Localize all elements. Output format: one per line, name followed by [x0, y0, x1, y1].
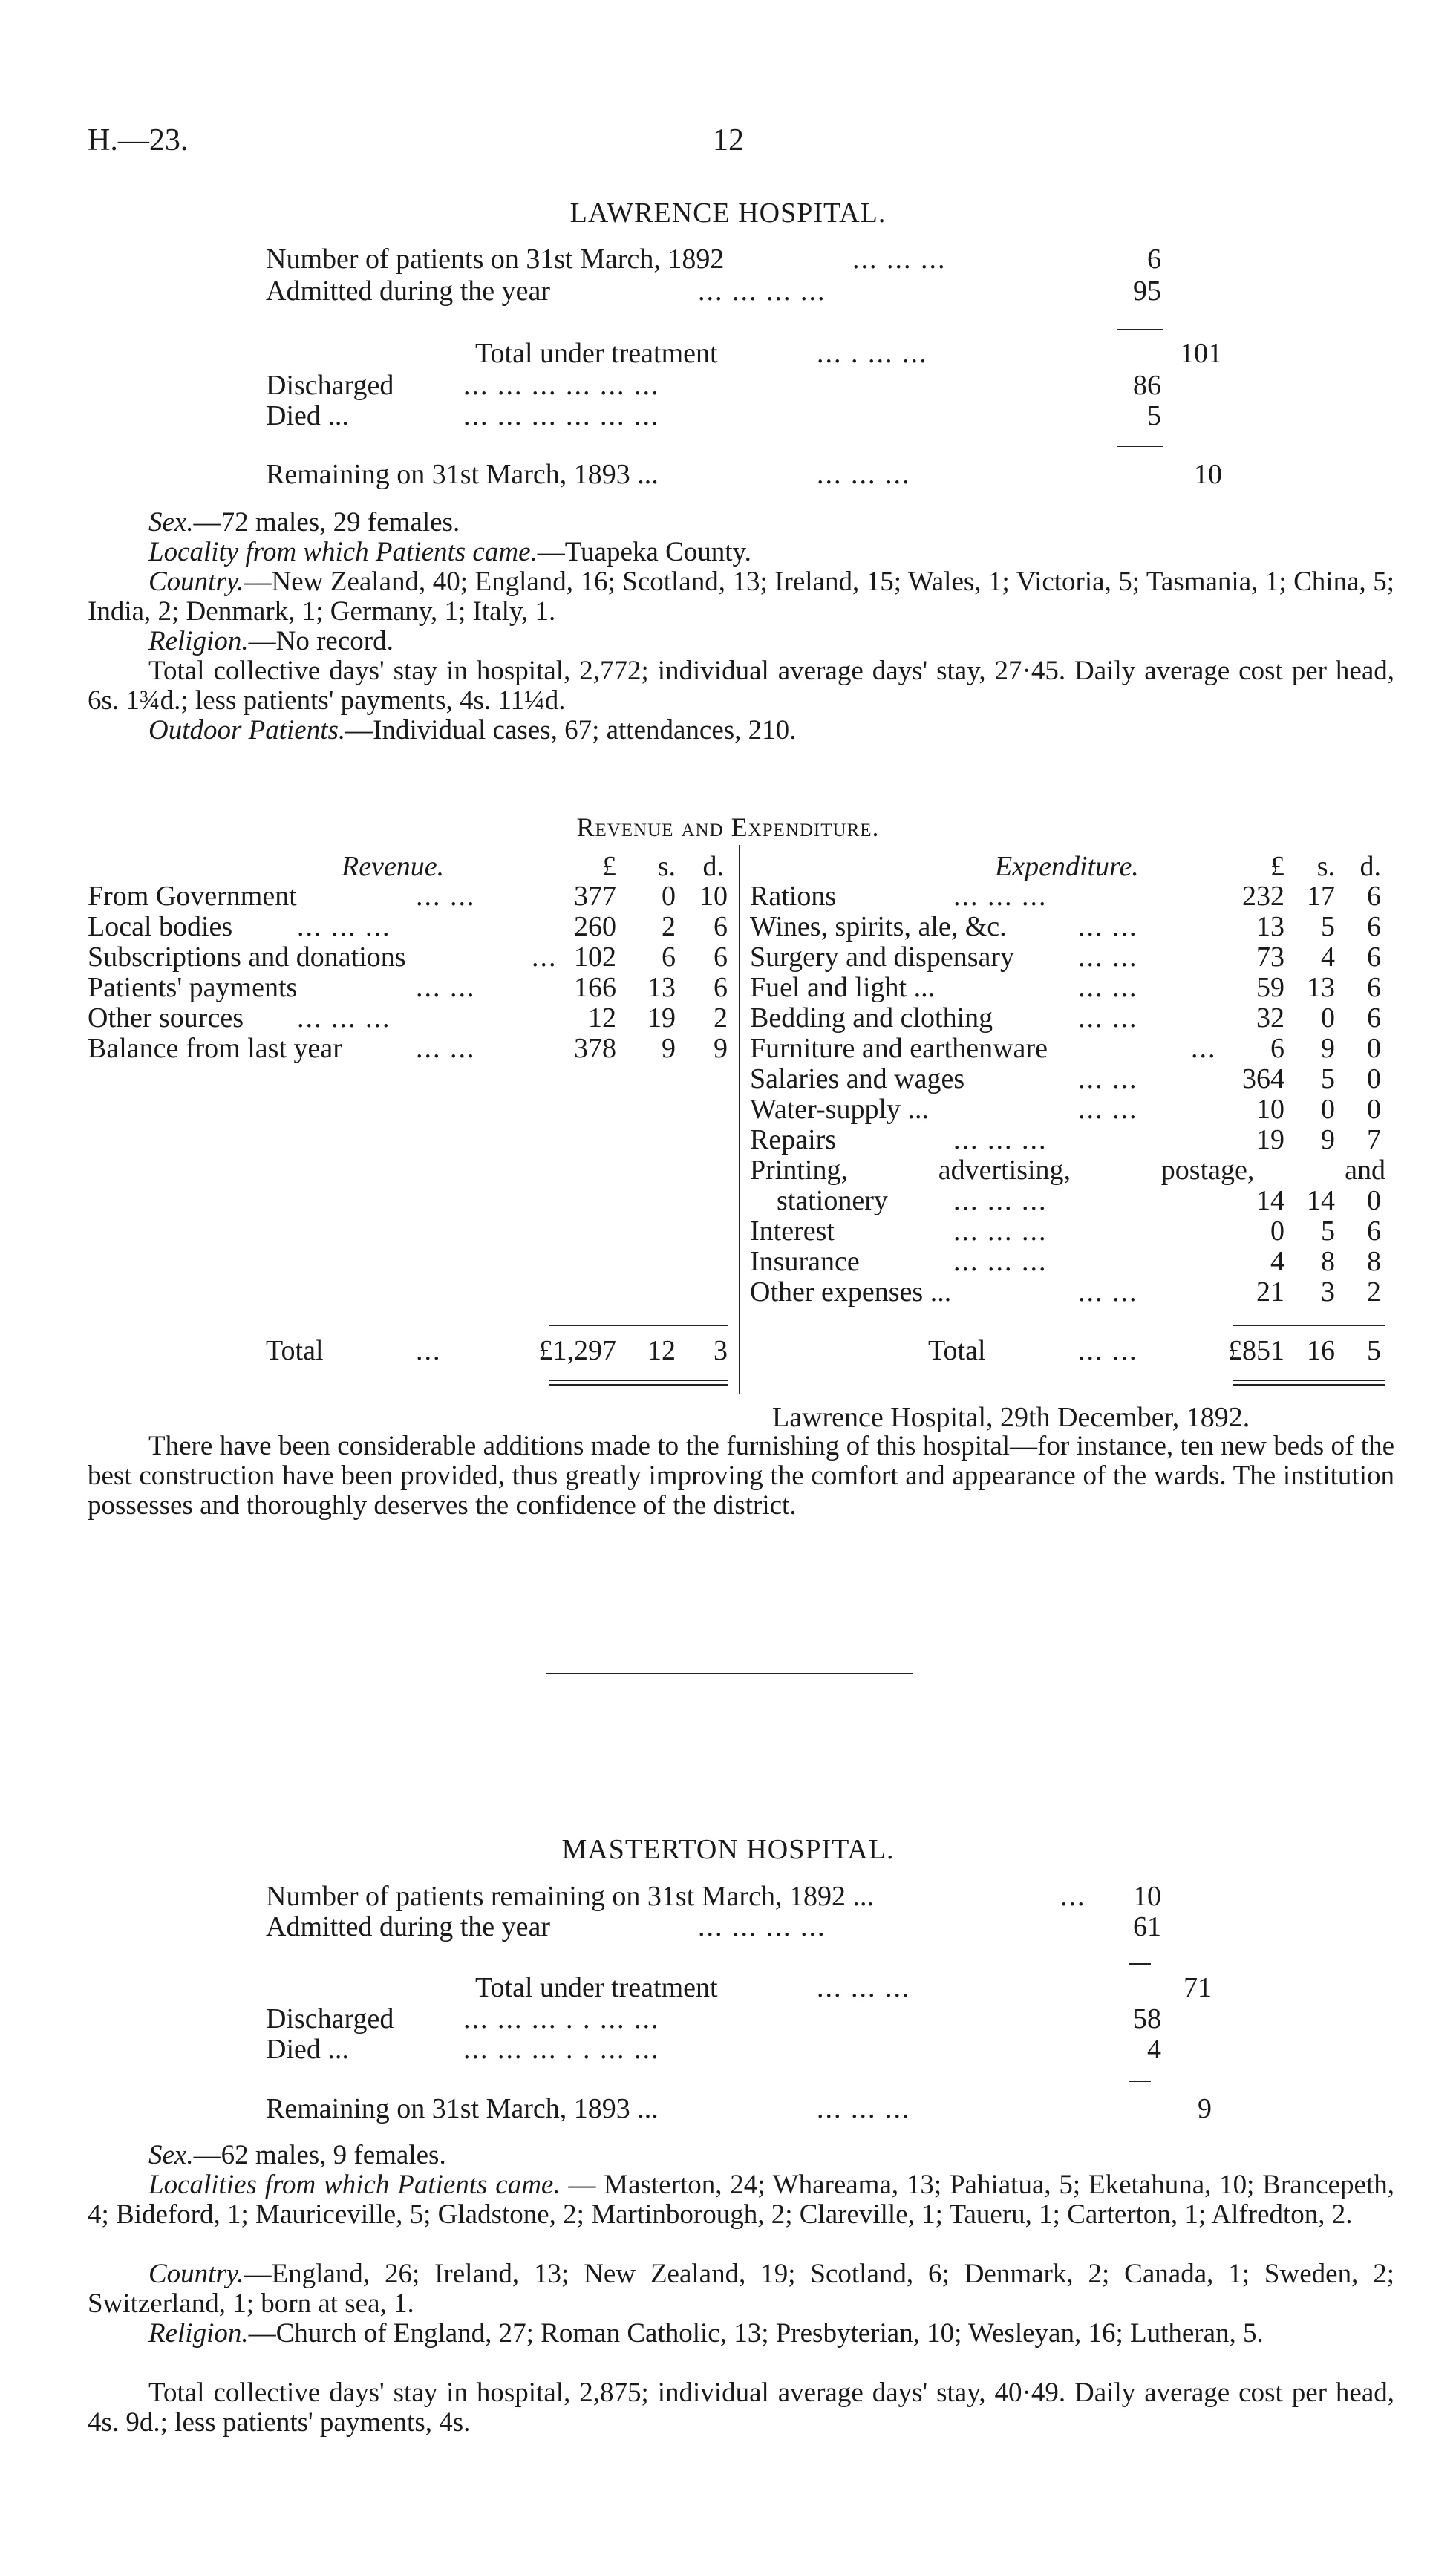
leader-dots: ... ... ...: [953, 1215, 1048, 1247]
expenditure-item: Salaries and wages: [750, 1063, 965, 1094]
locality-text: — Masterton, 24; Whareama, 13; Pahiatua, 5; Eketahuna, 10; Brancepeth, 4; Bideford, 1; Mauriceville, 5; Gladstone, 2; Martinborough, 2; Clareville, 1; Taueru, 1; Carterton, 1; Alfredton, 2.: [88, 2170, 1394, 2230]
expenditure-shillings: 5: [1321, 1215, 1335, 1247]
masterton-died-label: Died ...: [266, 2034, 349, 2065]
leader-dots: ... ... ... . . ... ...: [463, 2003, 660, 2034]
col-pounds: £: [1270, 851, 1284, 882]
leader-dots: ... ...: [416, 972, 476, 1003]
outdoor-label: Outdoor Patients.: [148, 715, 346, 745]
sum-rule: [1129, 1963, 1151, 1965]
sum-rule: [1117, 446, 1163, 447]
revenue-pounds: 260: [574, 911, 616, 942]
leader-dots: ...: [1060, 1881, 1086, 1912]
expenditure-pounds: 232: [1242, 881, 1284, 912]
expenditure-pence: 6: [1367, 1002, 1381, 1034]
expenditure-pounds: 364: [1242, 1063, 1284, 1094]
masterton-title: MASTERTON HOSPITAL.: [561, 1834, 895, 1865]
revenue-item: Subscriptions and donations: [88, 942, 406, 973]
masterton-total-label: Total under treatment: [475, 1972, 718, 2003]
expenditure-shillings: 3: [1321, 1276, 1335, 1308]
expenditure-pence: 6: [1367, 911, 1381, 942]
leader-dots: ... ...: [1078, 1002, 1138, 1034]
leader-dots: ... ... ... ... ... ...: [463, 400, 660, 431]
document-reference: H.—23.: [88, 123, 189, 157]
expenditure-pounds: 13: [1256, 911, 1284, 942]
leader-dots: ... . ... ...: [817, 338, 928, 369]
expenditure-pounds: 73: [1256, 942, 1284, 973]
masterton-discharged-label: Discharged: [266, 2003, 394, 2034]
expenditure-item: Wines, spirits, ale, &c.: [750, 911, 1007, 942]
country-label: Country.: [148, 567, 244, 597]
revenue-shillings: 6: [662, 942, 676, 973]
expenditure-pounds: 59: [1256, 972, 1284, 1003]
revenue-shillings: 2: [662, 911, 676, 942]
sex-label: Sex.: [148, 507, 194, 538]
masterton-remaining-label: Remaining on 31st March, 1893 ...: [266, 2093, 659, 2124]
lawrence-remaining-value: 10: [1194, 459, 1222, 490]
expenditure-item: Insurance: [750, 1246, 860, 1277]
leader-dots: ...: [416, 1335, 442, 1366]
locality-label: Locality from which Patients came.: [148, 537, 538, 567]
report-dateline: Lawrence Hospital, 29th December, 1892.: [772, 1402, 1250, 1433]
leader-dots: ... ... ...: [953, 1185, 1048, 1216]
stay-text: Total collective days' stay in hospital, 2,772; individual average days' stay, 27·45. Daily average cost per head, 6s. 1¾d.; less patients' payments, 4s. 11¼d.: [88, 656, 1394, 716]
col-pence: d.: [702, 851, 724, 882]
expenditure-pence: 0: [1367, 1033, 1381, 1064]
expenditure-shillings: 0: [1321, 1002, 1335, 1034]
section-divider: [546, 1673, 913, 1674]
revenue-shillings: 13: [647, 972, 676, 1003]
lawrence-stat-label: Number of patients on 31st March, 1892: [266, 244, 725, 275]
expenditure-shillings: 14: [1307, 1185, 1335, 1216]
leader-dots: ... ... ... ... ... ...: [463, 370, 660, 401]
outdoor-text: —Individual cases, 67; attendances, 210.: [345, 715, 797, 745]
masterton-remaining-value: 9: [1198, 2093, 1212, 2124]
religion-label: Religion.: [148, 626, 249, 656]
expenditure-shillings: 13: [1307, 972, 1335, 1003]
revenue-pounds: 12: [588, 1002, 616, 1034]
expenditure-item: Repairs: [750, 1124, 837, 1155]
sum-rule: [1117, 329, 1163, 330]
expenditure-pence: 6: [1367, 1215, 1381, 1247]
revenue-pounds: 377: [574, 881, 616, 912]
leader-dots: ... ... ...: [953, 1124, 1048, 1155]
double-rule: [549, 1380, 728, 1386]
leader-dots: ... ...: [1078, 942, 1138, 973]
expenditure-shillings: 0: [1321, 1094, 1335, 1125]
revenue-total-label: Total: [266, 1335, 324, 1366]
revenue-pounds: 166: [574, 972, 616, 1003]
revenue-pence: 10: [699, 881, 728, 912]
expenditure-shillings: 5: [1321, 911, 1335, 942]
locality-text: —Tuapeka County.: [537, 537, 751, 567]
country-text: —England, 26; Ireland, 13; New Zealand, 19; Scotland, 6; Denmark, 2; Canada, 1; Sweden, 2; Switzerland, 1; born at sea, 1.: [88, 2259, 1394, 2319]
expenditure-pounds: 4: [1270, 1246, 1284, 1277]
lawrence-stat-value: 95: [1133, 275, 1161, 307]
expenditure-shillings: 17: [1307, 881, 1335, 912]
leader-dots: ... ... ...: [852, 244, 947, 275]
revenue-item: Balance from last year: [88, 1033, 342, 1064]
expenditure-pence: 2: [1367, 1276, 1381, 1308]
expenditure-total-shillings: 16: [1307, 1335, 1335, 1366]
lawrence-discharged-value: 86: [1133, 370, 1161, 401]
expenditure-pence: 6: [1367, 942, 1381, 973]
page-number: 12: [713, 123, 744, 157]
expenditure-item: Water-supply ...: [750, 1094, 930, 1125]
total-rule: [549, 1325, 728, 1326]
revenue-total-pounds: £1,297: [538, 1335, 616, 1366]
table-divider: [739, 845, 740, 1394]
revenue-heading: Revenue.: [342, 851, 445, 882]
leader-dots: ... ... ...: [953, 881, 1048, 912]
finance-title: Revenue and Expenditure.: [576, 812, 880, 842]
col-shillings: s.: [1316, 851, 1335, 882]
leader-dots: ... ... ... ...: [698, 1911, 826, 1942]
leader-dots: ... ...: [416, 881, 476, 912]
expenditure-pounds: 32: [1256, 1002, 1284, 1034]
masterton-stat-value: 61: [1133, 1911, 1161, 1942]
revenue-item: Patients' payments: [88, 972, 298, 1003]
locality-label: Localities from which Patients came.: [148, 2170, 561, 2200]
revenue-shillings: 19: [647, 1002, 676, 1034]
leader-dots: ... ...: [1078, 911, 1138, 942]
lawrence-title: LAWRENCE HOSPITAL.: [569, 198, 887, 229]
leader-dots: ... ...: [1078, 1276, 1138, 1308]
expenditure-pounds: 6: [1270, 1033, 1284, 1064]
masterton-stat-label: Admitted during the year: [266, 1911, 551, 1942]
expenditure-total-pence: 5: [1367, 1335, 1381, 1366]
expenditure-item: Interest: [750, 1215, 835, 1247]
lawrence-remaining-label: Remaining on 31st March, 1893 ...: [266, 459, 659, 490]
sum-rule: [1129, 2081, 1151, 2082]
revenue-total-shillings: 12: [647, 1335, 676, 1366]
expenditure-shillings: 5: [1321, 1063, 1335, 1094]
leader-dots: ... ... ...: [817, 1972, 911, 2003]
expenditure-item: stationery: [777, 1185, 888, 1216]
lawrence-total-label: Total under treatment: [475, 338, 718, 369]
revenue-pence: 2: [714, 1002, 728, 1034]
sex-label: Sex.: [148, 2140, 194, 2170]
leader-dots: ... ... ...: [297, 1002, 391, 1034]
expenditure-pounds: 14: [1256, 1185, 1284, 1216]
col-shillings: s.: [657, 851, 676, 882]
lawrence-stat-label: Admitted during the year: [266, 275, 551, 307]
expenditure-shillings: 9: [1321, 1124, 1335, 1155]
expenditure-heading: Expenditure.: [995, 851, 1139, 882]
leader-dots: ... ...: [1078, 1063, 1138, 1094]
expenditure-item: Printing, advertising, postage, and: [750, 1155, 1385, 1186]
masterton-died-value: 4: [1147, 2034, 1161, 2065]
masterton-total-value: 71: [1184, 1972, 1212, 2003]
revenue-pence: 9: [714, 1033, 728, 1064]
revenue-pence: 6: [714, 972, 728, 1003]
expenditure-pence: 0: [1367, 1094, 1381, 1125]
revenue-item: From Government: [88, 881, 297, 912]
leader-dots: ...: [1191, 1033, 1217, 1064]
expenditure-item: Other expenses ...: [750, 1276, 952, 1308]
leader-dots: ... ... ... ...: [698, 275, 826, 307]
leader-dots: ... ... ... . . ... ...: [463, 2034, 660, 2065]
religion-text: —No record.: [248, 626, 394, 656]
leader-dots: ... ...: [1078, 972, 1138, 1003]
expenditure-shillings: 4: [1321, 942, 1335, 973]
expenditure-shillings: 9: [1321, 1033, 1335, 1064]
expenditure-pence: 6: [1367, 972, 1381, 1003]
expenditure-shillings: 8: [1321, 1246, 1335, 1277]
leader-dots: ... ...: [1078, 1094, 1138, 1125]
masterton-discharged-value: 58: [1133, 2003, 1161, 2034]
revenue-total-pence: 3: [714, 1335, 728, 1366]
revenue-item: Other sources: [88, 1002, 244, 1034]
expenditure-item: Furniture and earthenware: [750, 1033, 1048, 1064]
leader-dots: ... ...: [416, 1033, 476, 1064]
revenue-shillings: 9: [662, 1033, 676, 1064]
col-pounds: £: [602, 851, 616, 882]
lawrence-died-label: Died ...: [266, 400, 349, 431]
lawrence-total-value: 101: [1180, 338, 1222, 369]
lawrence-discharged-label: Discharged: [266, 370, 394, 401]
expenditure-pounds: 19: [1256, 1124, 1284, 1155]
lawrence-stat-value: 6: [1147, 244, 1161, 275]
revenue-item: Local bodies: [88, 911, 233, 942]
revenue-pence: 6: [714, 942, 728, 973]
expenditure-item: Bedding and clothing: [750, 1002, 993, 1034]
total-rule: [1233, 1325, 1385, 1326]
revenue-shillings: 0: [662, 881, 676, 912]
expenditure-pence: 8: [1367, 1246, 1381, 1277]
col-pence: d.: [1359, 851, 1381, 882]
leader-dots: ... ...: [1078, 1335, 1138, 1366]
report-text: There have been considerable additions made to the furnishing of this hospital—for instance, ten new beds of the best construction have been provided, thus greatly improving the comfort and appearance of the wards. The institution possesses and thoroughly deserves the confidence of the district.: [88, 1431, 1394, 1521]
expenditure-total-label: Total: [928, 1335, 986, 1366]
leader-dots: ... ... ...: [817, 459, 911, 490]
country-text: —New Zealand, 40; England, 16; Scotland, 13; Ireland, 15; Wales, 1; Victoria, 5; Tasmania, 1; China, 5; India, 2; Denmark, 1; Germany, 1; Italy, 1.: [88, 567, 1394, 627]
expenditure-item: Rations: [750, 881, 837, 912]
lawrence-died-value: 5: [1147, 400, 1161, 431]
expenditure-pounds: 10: [1256, 1094, 1284, 1125]
leader-dots: ... ... ...: [817, 2093, 911, 2124]
sex-text: —62 males, 9 females.: [193, 2140, 446, 2170]
revenue-pence: 6: [714, 911, 728, 942]
masterton-stat-label: Number of patients remaining on 31st March, 1892 ...: [266, 1881, 874, 1912]
leader-dots: ...: [532, 942, 558, 973]
religion-text: —Church of England, 27; Roman Catholic, 13; Presbyterian, 10; Wesleyan, 16; Lutheran, 5.: [248, 2318, 1264, 2349]
expenditure-pence: 6: [1367, 881, 1381, 912]
expenditure-total-pounds: £851: [1228, 1335, 1284, 1366]
leader-dots: ... ... ...: [953, 1246, 1048, 1277]
expenditure-pounds: 21: [1256, 1276, 1284, 1308]
expenditure-pounds: 0: [1270, 1215, 1284, 1247]
expenditure-item: Fuel and light ...: [750, 972, 936, 1003]
revenue-pounds: 102: [574, 942, 616, 973]
expenditure-pence: 0: [1367, 1063, 1381, 1094]
double-rule: [1233, 1380, 1385, 1386]
leader-dots: ... ... ...: [297, 911, 391, 942]
expenditure-pence: 0: [1367, 1185, 1381, 1216]
stay-text: Total collective days' stay in hospital, 2,875; individual average days' stay, 40·49. Daily average cost per head, 4s. 9d.; less patients' payments, 4s.: [88, 2378, 1394, 2438]
revenue-pounds: 378: [574, 1033, 616, 1064]
religion-label: Religion.: [148, 2318, 249, 2349]
masterton-stat-value: 10: [1133, 1881, 1161, 1912]
sex-text: —72 males, 29 females.: [193, 507, 460, 538]
country-label: Country.: [148, 2259, 244, 2289]
expenditure-pence: 7: [1367, 1124, 1381, 1155]
expenditure-item: Surgery and dispensary: [750, 942, 1015, 973]
